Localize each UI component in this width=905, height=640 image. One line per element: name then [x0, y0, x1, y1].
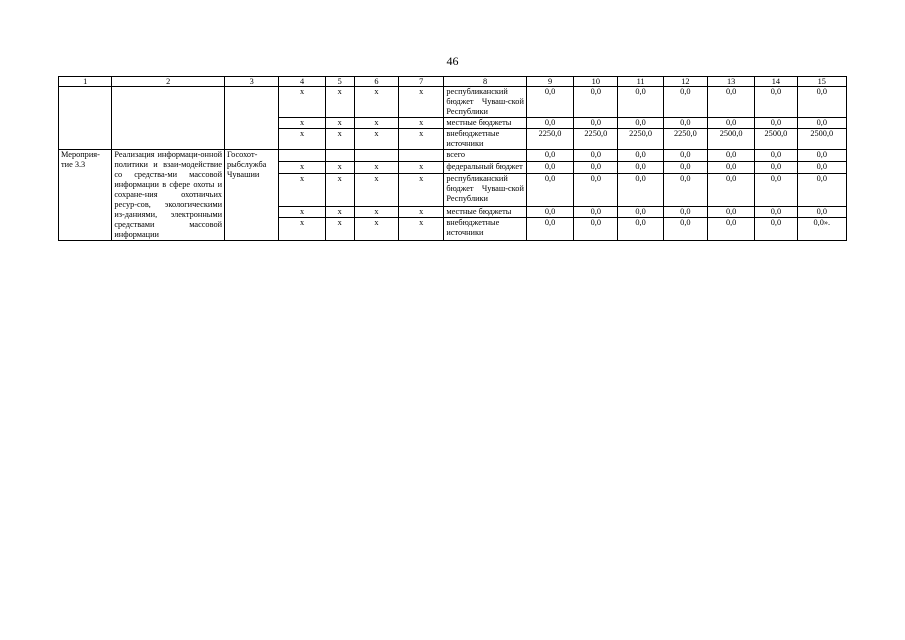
header-cell: 13 [708, 77, 755, 87]
code-cell-c6: х [354, 206, 398, 218]
code-cell-c5: х [325, 129, 354, 150]
value-cell: 0,0 [797, 173, 846, 206]
code-cell-c5: х [325, 218, 354, 241]
value-cell: 0,0 [797, 206, 846, 218]
code-cell-c4 [279, 150, 325, 162]
header-cell: 15 [797, 77, 846, 87]
funding-source-cell: внебюджетные источники [444, 218, 527, 241]
value-cell: 2250,0 [574, 129, 618, 150]
header-cell: 9 [526, 77, 573, 87]
value-cell: 0,0 [618, 218, 663, 241]
header-cell: 1 [59, 77, 112, 87]
continuation-cell-1 [59, 87, 112, 150]
value-cell: 0,0 [755, 150, 797, 162]
value-cell: 2500,0 [755, 129, 797, 150]
value-cell: 0,0 [708, 87, 755, 118]
value-cell: 0,0 [526, 150, 573, 162]
funding-source-cell: местные бюджеты [444, 118, 527, 129]
code-cell-c6: х [354, 118, 398, 129]
value-cell: 0,0 [574, 206, 618, 218]
value-cell: 0,0 [574, 87, 618, 118]
value-cell: 0,0 [618, 173, 663, 206]
value-cell: 0,0 [663, 150, 707, 162]
header-cell: 11 [618, 77, 663, 87]
value-cell: 0,0 [663, 206, 707, 218]
executor-cell: Госохот-рыбслужба Чувашии [225, 150, 279, 241]
code-cell-c7: х [399, 206, 444, 218]
continuation-cell-2 [112, 87, 225, 150]
value-cell: 0,0 [574, 118, 618, 129]
header-cell: 8 [444, 77, 527, 87]
value-cell: 2250,0 [618, 129, 663, 150]
code-cell-c6: х [354, 173, 398, 206]
value-cell: 2500,0 [797, 129, 846, 150]
value-cell: 0,0 [618, 118, 663, 129]
code-cell-c7: х [399, 87, 444, 118]
value-cell: 0,0 [797, 87, 846, 118]
code-cell-c5: х [325, 206, 354, 218]
header-cell: 10 [574, 77, 618, 87]
value-cell: 0,0 [708, 173, 755, 206]
value-cell: 0,0 [708, 161, 755, 173]
code-cell-c7: х [399, 218, 444, 241]
value-cell: 0,0 [663, 161, 707, 173]
value-cell: 0,0 [755, 218, 797, 241]
code-cell-c7: х [399, 173, 444, 206]
value-cell: 0,0 [797, 118, 846, 129]
table-row [59, 87, 847, 118]
value-cell: 0,0 [574, 161, 618, 173]
code-cell-c5: х [325, 161, 354, 173]
code-cell-c4: х [279, 161, 325, 173]
value-cell: 0,0 [663, 87, 707, 118]
code-cell-c7: х [399, 161, 444, 173]
value-cell: 0,0 [708, 118, 755, 129]
value-cell: 0,0 [755, 118, 797, 129]
table-body [59, 87, 847, 241]
code-cell-c5: х [325, 118, 354, 129]
header-cell: 2 [112, 77, 225, 87]
code-cell-c4: х [279, 218, 325, 241]
value-cell: 0,0 [618, 161, 663, 173]
value-cell: 0,0 [574, 150, 618, 162]
value-cell: 0,0 [755, 161, 797, 173]
budget-table [58, 76, 847, 241]
value-cell: 0,0 [797, 150, 846, 162]
code-cell-c4: х [279, 129, 325, 150]
header-cell: 7 [399, 77, 444, 87]
value-cell: 0,0». [797, 218, 846, 241]
funding-source-cell: местные бюджеты [444, 206, 527, 218]
code-cell-c4: х [279, 87, 325, 118]
value-cell: 2250,0 [526, 129, 573, 150]
value-cell: 0,0 [618, 206, 663, 218]
value-cell: 0,0 [526, 118, 573, 129]
value-cell: 0,0 [663, 173, 707, 206]
header-cell: 12 [663, 77, 707, 87]
code-cell-c7 [399, 150, 444, 162]
value-cell: 0,0 [755, 173, 797, 206]
table-row [59, 150, 847, 162]
value-cell: 0,0 [663, 218, 707, 241]
code-cell-c4: х [279, 173, 325, 206]
code-cell-c5: х [325, 87, 354, 118]
value-cell: 0,0 [526, 206, 573, 218]
code-cell-c6 [354, 150, 398, 162]
value-cell: 0,0 [526, 161, 573, 173]
value-cell: 0,0 [755, 87, 797, 118]
value-cell: 0,0 [708, 150, 755, 162]
header-cell: 14 [755, 77, 797, 87]
funding-source-cell: республиканский бюджет Чуваш-ской Республики [444, 173, 527, 206]
funding-source-cell: федеральный бюджет [444, 161, 527, 173]
measure-name-cell: Реализация информаци-онной политики и взаи-модействие со средства-ми массовой информации в сфере охоты и сохране-ния охотничьих ресур-сов, экологическими из-даниями, электронными средствами массовой информации [112, 150, 225, 241]
code-cell-c4: х [279, 206, 325, 218]
value-cell: 0,0 [755, 206, 797, 218]
code-cell-c5 [325, 150, 354, 162]
code-cell-c6: х [354, 87, 398, 118]
continuation-cell-3 [225, 87, 279, 150]
page-number: 46 [446, 54, 459, 68]
value-cell: 0,0 [618, 150, 663, 162]
value-cell: 0,0 [663, 118, 707, 129]
value-cell: 0,0 [526, 87, 573, 118]
funding-source-cell: всего [444, 150, 527, 162]
value-cell: 2500,0 [708, 129, 755, 150]
value-cell: 0,0 [574, 218, 618, 241]
header-row [59, 77, 847, 87]
code-cell-c7: х [399, 118, 444, 129]
value-cell: 0,0 [618, 87, 663, 118]
code-cell-c6: х [354, 161, 398, 173]
value-cell: 0,0 [574, 173, 618, 206]
funding-source-cell: республиканский бюджет Чуваш-ской Республики [444, 87, 527, 118]
header-cell: 5 [325, 77, 354, 87]
code-cell-c4: х [279, 118, 325, 129]
value-cell: 0,0 [797, 161, 846, 173]
header-cell: 6 [354, 77, 398, 87]
code-cell-c5: х [325, 173, 354, 206]
code-cell-c7: х [399, 129, 444, 150]
code-cell-c6: х [354, 218, 398, 241]
value-cell: 0,0 [526, 218, 573, 241]
header-cell: 4 [279, 77, 325, 87]
code-cell-c6: х [354, 129, 398, 150]
value-cell: 0,0 [708, 206, 755, 218]
value-cell: 0,0 [526, 173, 573, 206]
value-cell: 0,0 [708, 218, 755, 241]
header-cell: 3 [225, 77, 279, 87]
value-cell: 2250,0 [663, 129, 707, 150]
measure-id-cell: Мероприя-тие 3.3 [59, 150, 112, 241]
funding-source-cell: внебюджетные источники [444, 129, 527, 150]
